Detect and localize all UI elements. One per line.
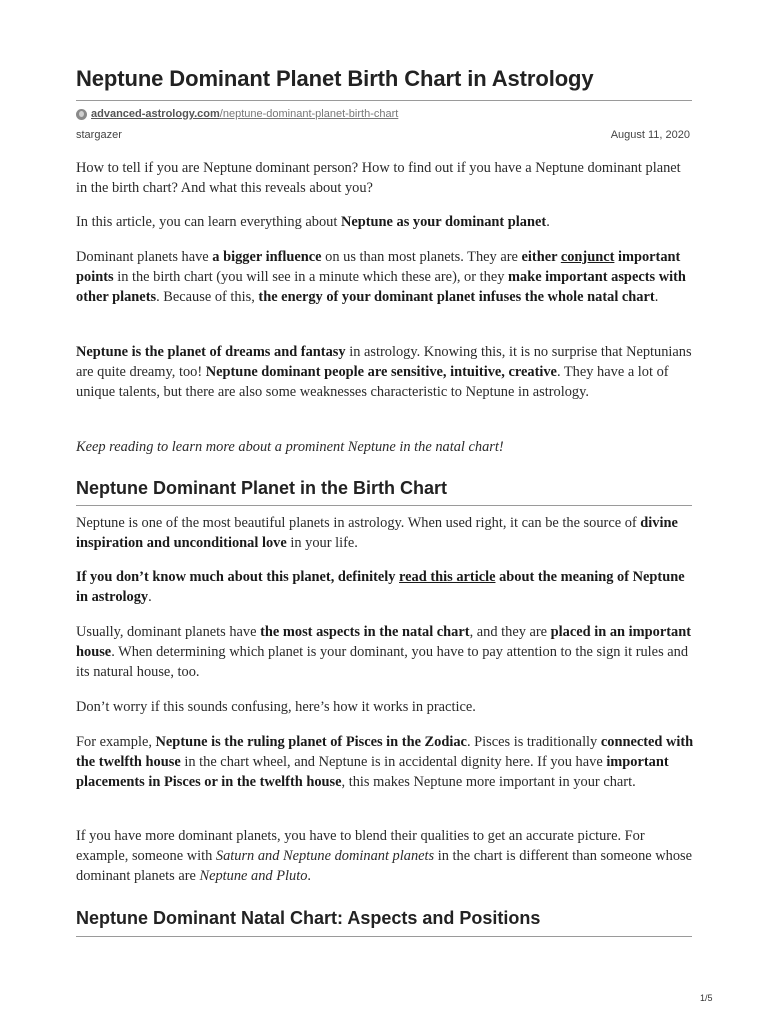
intro-paragraph-2: In this article, you can learn everything about Neptune as your dominant planet.	[76, 214, 550, 230]
intro-paragraph-3: Dominant planets have a bigger influence on us than most planets. They are either conjunct important points in the birth chart (you will see in a minute which these are), or they make important aspects with other planets. Because of this, the energy of your dominant planet infuses the whole natal chart.	[76, 249, 686, 305]
source-link[interactable]	[76, 106, 398, 122]
section1-paragraph-2: If you don’t know much about this planet, definitely read this article about the meaning of Neptune in astrology.	[76, 569, 685, 605]
intro-paragraph-1: How to tell if you are Neptune dominant person? How to find out if you have a Neptune dominant planet in the birth chart? And what this reveals about you?	[76, 160, 681, 196]
conjunct-link[interactable]: conjunct	[560, 249, 615, 265]
section-heading-2: Neptune Dominant Natal Chart: Aspects and Positions	[76, 908, 541, 928]
publish-date: August 11, 2020	[610, 129, 690, 141]
section1-paragraph-3: Usually, dominant planets have the most aspects in the natal chart, and they are placed in an important house. When determining which planet is your dominant, you have to pay attention to the sign it rules and its natural house, too.	[76, 624, 691, 680]
intro-paragraph-5: Keep reading to learn more about a prominent Neptune in the natal chart!	[76, 439, 504, 455]
globe-icon	[76, 109, 87, 120]
section-1-divider	[76, 505, 692, 506]
source-path[interactable]: /neptune-dominant-planet-birth-chart	[219, 108, 399, 120]
intro-paragraph-4: Neptune is the planet of dreams and fantasy in astrology. Knowing this, it is no surprise that Neptunians are quite dreamy, too! Neptune dominant people are sensitive, intuitive, creative. They have a lot of unique talents, but there are also some weaknesses characteristic to Neptune in astrology.	[76, 344, 692, 400]
section1-paragraph-4: Don’t worry if this sounds confusing, here’s how it works in practice.	[76, 699, 476, 715]
article-meta	[76, 129, 690, 141]
title-divider	[76, 100, 692, 101]
section-2-divider	[76, 936, 692, 937]
page-title: Neptune Dominant Planet Birth Chart in Astrology	[76, 66, 594, 91]
section1-paragraph-6: If you have more dominant planets, you have to blend their qualities to get an accurate picture. For example, someone with Saturn and Neptune dominant planets in the chart is different than someone whose dominant planets are Neptune and Pluto.	[76, 828, 693, 884]
page-number: 1/5	[700, 993, 713, 1003]
section1-paragraph-1: Neptune is one of the most beautiful planets in astrology. When used right, it can be the source of divine inspiration and unconditional love in your life.	[76, 515, 678, 551]
section1-paragraph-5: For example, Neptune is the ruling planet of Pisces in the Zodiac. Pisces is traditionally connected with the twelfth house in the chart wheel, and Neptune is in accidental dignity here. If you have important placements in Pisces or in the twelfth house, this makes Neptune more important in your chart.	[76, 734, 694, 790]
read-this-article-link[interactable]: read this article	[399, 569, 496, 585]
source-host[interactable]: advanced-astrology.com	[91, 108, 220, 120]
section-heading-1: Neptune Dominant Planet in the Birth Chart	[76, 478, 448, 498]
author: stargazer	[76, 129, 122, 141]
